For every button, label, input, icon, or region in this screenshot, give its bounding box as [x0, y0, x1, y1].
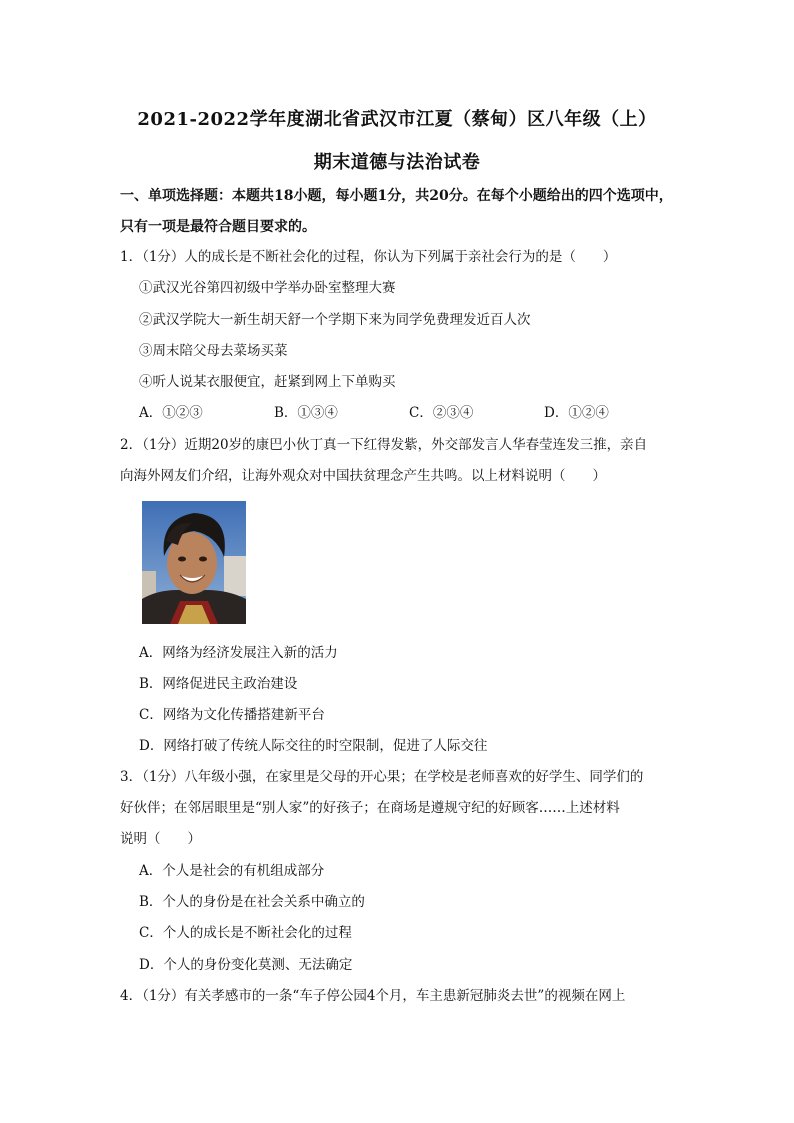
q2-stem-line1: 2．（1分）近期20岁的康巴小伙丁真一下红得发紫，外交部发言人华春莹连发三推，亲自 [120, 437, 648, 453]
q4-stem-line1: 4．（1分）有关孝感市的一条“车子停公园4个月，车主患新冠肺炎去世”的视频在网上 [120, 988, 626, 1004]
section-heading-line2: 只有一项是最符合题目要求的。 [120, 219, 316, 235]
q1-option-d: D．①②④ [544, 405, 609, 421]
q3-stem-line3: 说明（ ） [120, 831, 201, 847]
q3-stem-line1: 3．（1分）八年级小强，在家里是父母的开心果；在学校是老师喜欢的好学生、同学们的 [120, 769, 644, 785]
exam-title-line1: 2021-2022学年度湖北省武汉市江夏（蔡甸）区八年级（上） [137, 109, 657, 130]
q1-option-a: A．①②③ [139, 405, 203, 421]
q1-item-2: ②武汉学院大一新生胡天舒一个学期下来为同学免费理发近百人次 [139, 312, 531, 328]
q2-option-a: A．网络为经济发展注入新的活力 [139, 645, 338, 661]
exam-title-line2: 期末道德与法治试卷 [313, 152, 481, 173]
q3-option-d: D．个人的身份变化莫测、无法确定 [139, 957, 353, 973]
q1-item-1: ①武汉光谷第四初级中学举办卧室整理大赛 [139, 280, 396, 296]
q1-options [139, 403, 679, 423]
q1-option-b: B．①③④ [274, 405, 338, 421]
q3-stem-line2: 好伙伴；在邻居眼里是“别人家”的好孩子；在商场是遵规守纪的好顾客……上述材料 [120, 800, 620, 816]
q3-option-c: C．个人的成长是不断社会化的过程 [139, 925, 352, 941]
q2-option-d: D．网络打破了传统人际交往的时空限制，促进了人际交往 [139, 738, 488, 754]
q2-photo [142, 501, 246, 624]
q3-option-a: A．个人是社会的有机组成部分 [139, 863, 325, 879]
q1-option-c: C．②③④ [409, 405, 474, 421]
section-heading-line1: 一、单项选择题：本题共18小题，每小题1分，共20分。在每个小题给出的四个选项中， [120, 188, 673, 204]
q2-stem-line2: 向海外网友们介绍，让海外观众对中国扶贫理念产生共鸣。以上材料说明（ ） [120, 468, 606, 484]
q2-option-b: B．网络促进民主政治建设 [139, 676, 298, 692]
q1-item-4: ④听人说某衣服便宜，赶紧到网上下单购买 [139, 374, 396, 390]
q1-item-3: ③周末陪父母去菜场买菜 [139, 343, 288, 359]
q2-option-c: C．网络为文化传播搭建新平台 [139, 707, 325, 723]
q1-stem: 1．（1分）人的成长是不断社会化的过程，你认为下列属于亲社会行为的是（ ） [120, 249, 617, 265]
q3-option-b: B．个人的身份是在社会关系中确立的 [139, 894, 365, 910]
section-heading [120, 181, 680, 243]
